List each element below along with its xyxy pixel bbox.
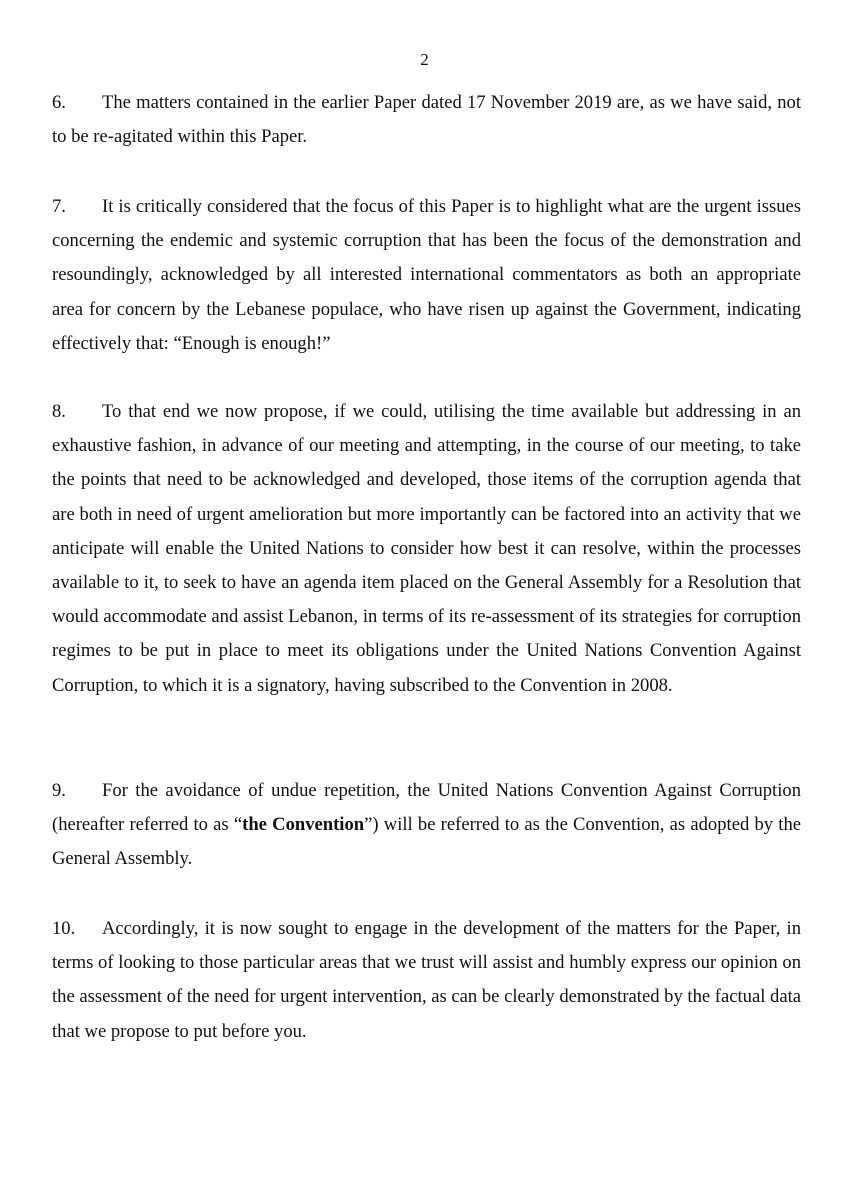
paragraph-8 xyxy=(52,395,801,703)
paragraph-number: 8. xyxy=(52,401,66,422)
defined-term: the Convention xyxy=(242,814,365,836)
paragraph-text: Accordingly, it is now sought to engage in the development of the matters for the Paper, in terms of looking to those particular areas that we trust will assist and humbly express our opinion on the assessment of the need for urgent intervention, as can be clearly demonstrated by the factual data that we propose to put before you. xyxy=(52,918,801,1042)
paragraph-9 xyxy=(52,774,801,877)
paragraph-text: It is critically considered that the focus of this Paper is to highlight what are the urgent issues concerning the endemic and systemic corruption that has been the focus of the demonstration and resoundingly, acknowledged by all interested international commentators as both an appropriate area for concern by the Lebanese populace, who have risen up against the Government, indicating effectively that: “Enough is enough!” xyxy=(52,196,801,354)
paragraph-text-before: For the avoidance of undue repetition, the United Nations Convention Against Corruption (hereafter referred to as “ xyxy=(52,780,801,836)
paragraph-7 xyxy=(52,190,801,361)
paragraph-number: 9. xyxy=(52,780,66,801)
paragraph-6 xyxy=(52,86,801,154)
paragraph-text: To that end we now propose, if we could, utilising the time available but addressing in an exhaustive fashion, in advance of our meeting and attempting, in the course of our meeting, to take the points that need to be acknowledged and developed, those items of the corruption agenda that are both in need of urgent amelioration but more importantly can be factored into an activity that we anticipate will enable the United Nations to consider how best it can resolve, within the processes available to it, to seek to have an agenda item placed on the General Assembly for a Resolution that would accommodate and assist Lebanon, in terms of its re-assessment of its strategies for corruption regimes to be put in place to meet its obligations under the United Nations Convention Against Corruption, to which it is a signatory, having subscribed to the Convention in 2008. xyxy=(52,401,801,696)
paragraph-number: 10. xyxy=(52,918,76,939)
page-number: 2 xyxy=(420,50,429,69)
paragraph-10 xyxy=(52,912,801,1049)
paragraph-text: The matters contained in the earlier Paper dated 17 November 2019 are, as we have said, not to be re-agitated within this Paper. xyxy=(52,92,801,148)
paragraph-number: 6. xyxy=(52,92,66,113)
paragraph-number: 7. xyxy=(52,196,66,217)
paragraph-text-after: ”) will be referred to as the Convention, as adopted by the General Assembly. xyxy=(52,814,801,870)
